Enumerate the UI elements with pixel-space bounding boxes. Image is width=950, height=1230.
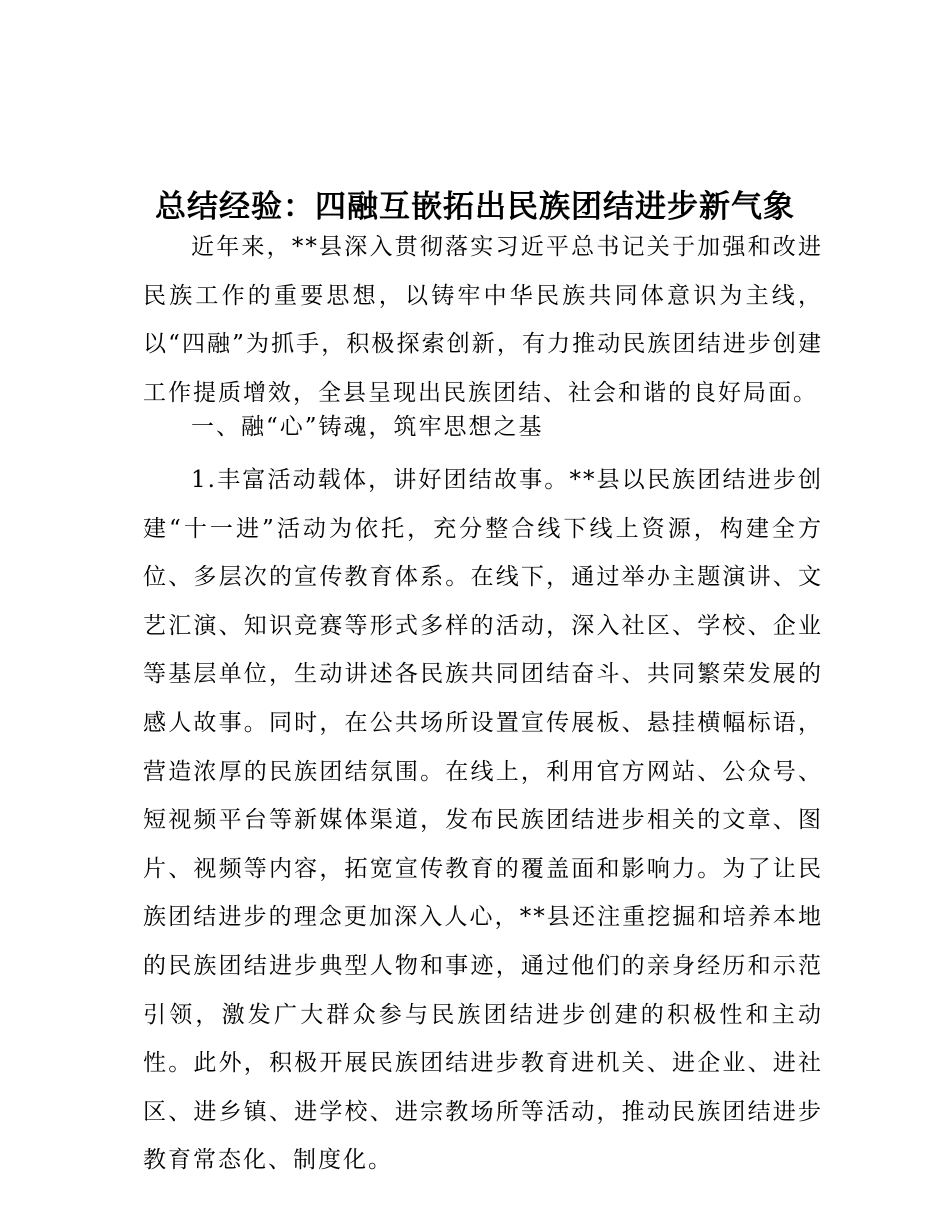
section-heading: 一、融“心”铸魂，筑牢思想之基: [191, 414, 544, 440]
intro-paragraph: 近年来，**县深入贯彻落实习近平总书记关于加强和改进民族工作的重要思想，以铸牢中华民族共同体意识为主线，以“四融”为抓手，积极探索创新，有力推动民族团结进步创建工作提质增效，全县呈现出民族团结、社会和谐的良好局面。: [143, 234, 823, 406]
document-title: 总结经验：四融互嵌拓出民族团结进步新气象: [155, 188, 795, 225]
body-paragraph: 1.丰富活动载体，讲好团结故事。**县以民族团结进步创建“十一进”活动为依托，充分整合线下线上资源，构建全方位、多层次的宣传教育体系。在线下，通过举办主题演讲、文艺汇演、知识竞赛等形式多样的活动，深入社区、学校、企业等基层单位，生动讲述各民族共同团结奋斗、共同繁荣发展的感人故事。同时，在公共场所设置宣传展板、悬挂横幅标语，营造浓厚的民族团结氛围。在线上，利用官方网站、公众号、短视频平台等新媒体渠道，发布民族团结进步相关的文章、图片、视频等内容，拓宽宣传教育的覆盖面和影响力。为了让民族团结进步的理念更加深入人心，**县还注重挖掘和培养本地的民族团结进步典型人物和事迹，通过他们的亲身经历和示范引领，激发广大群众参与民族团结进步创建的积极性和主动性。此外，积极开展民族团结进步教育进机关、进企业、进社区、进乡镇、进学校、进宗教场所等活动，推动民族团结进步教育常态化、制度化。: [143, 467, 823, 1174]
